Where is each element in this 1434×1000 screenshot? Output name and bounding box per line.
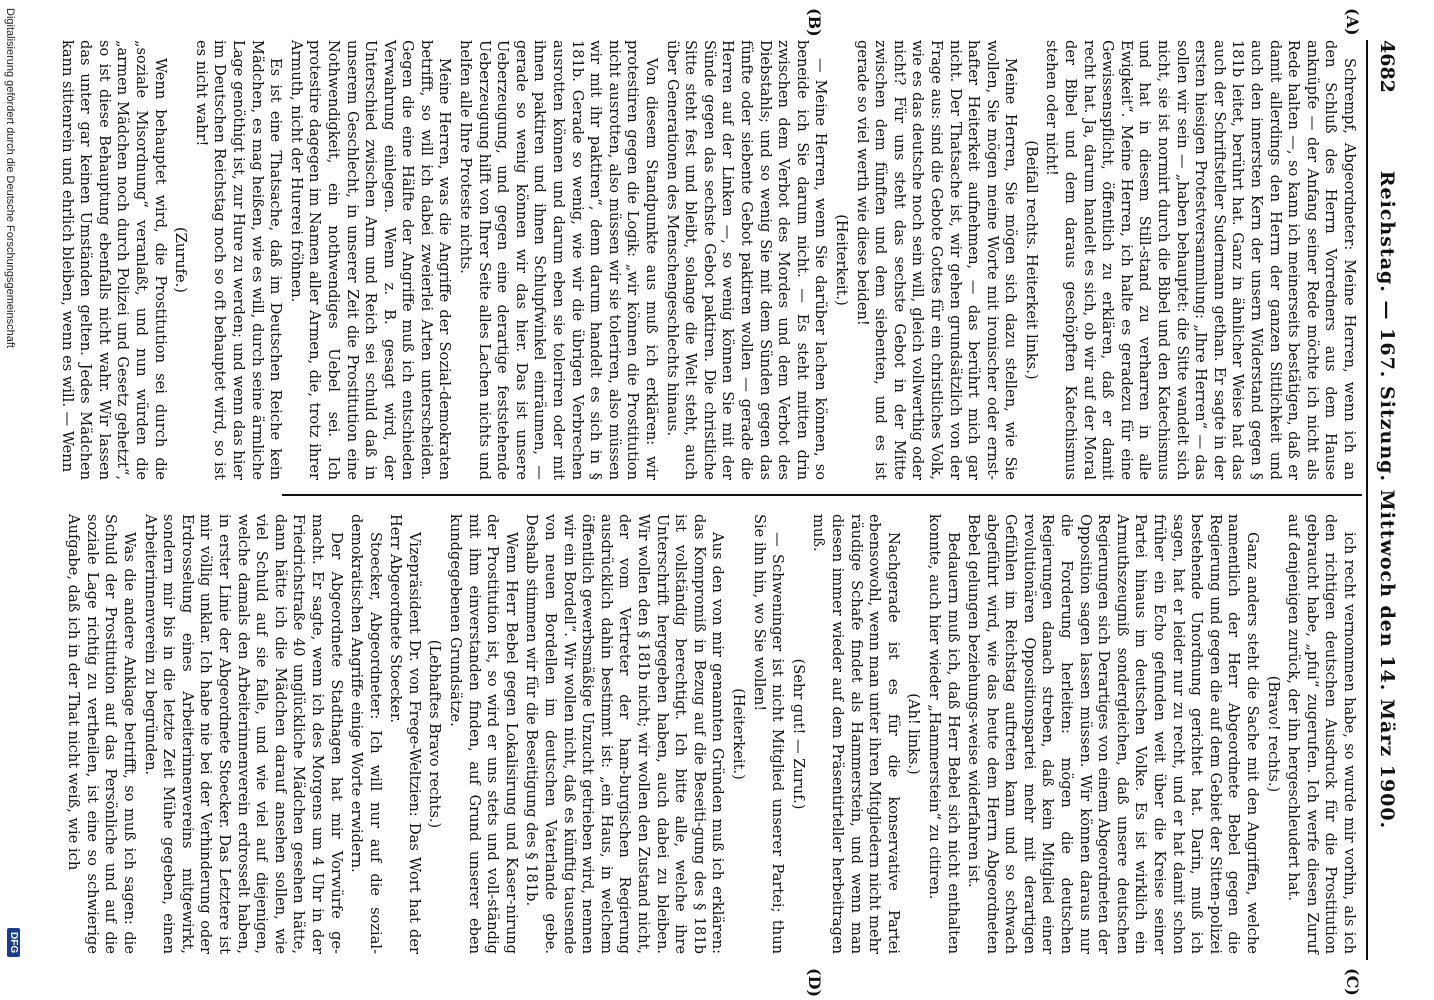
interjection: (Heiterkeit.) (730, 688, 747, 780)
page-title: Reichstag. — 167. Sitzung. Mittwoch den 14. März 1900. (1376, 170, 1398, 830)
interjection: (Zurufe.) (172, 227, 190, 293)
paragraph: Schrempf, Abgeordneter: Meine Herren, wenn ich an den Schluß des Herrn Vorredners aus dem Hause anknüpfe — der Anfang seiner Rede möchte ich nicht als Rede halten —, so kann ich meinerseits bestätigen, daß er damit allerdings den Herrn der ganzen Sittlichkeit und auch den innersten Kern der unsern Widerstand gegen § 181b leitet, berührt hat. Ganz in ähnlicher Weise hat das auch der Schriftsteller Sudermann gethan. Er sagte in der ersten hiesigen Protestversammlung: „Ihre Herren“ — das sollen wir sein — „haben behauptet: die Sitte wandelt sich nicht, sie ist normirt durch die Bibel und den Katechismus und hat in diesem Still-stand zu verharren in alle Ewigkeit“. Meine Herren, ich halte es geradezu für eine Gewissenspflicht, öffentlich zu erklären, daß er damit recht hat. Ja, darum handelt es sich, ob wir auf der Moral der Bibel und dem daraus geschöpften Katechismus stehen oder nicht! (1043, 40, 1358, 480)
interjection: (Bravo! rechts.) (1264, 675, 1282, 793)
interjection: (Heiterkeit.) (832, 214, 850, 306)
paragraph: Wenn Herr Bebel gegen Lokalisirung und Kaser-nirung der Prostitution ist, so wird er uns stets und voll-ständig mit ihm einverstanden finden, auf Grund unserer eben kundgegebenen Grundsätze. (447, 514, 520, 954)
page-header (1370, 40, 1398, 960)
margin-marker-c: (C) (1343, 968, 1362, 996)
paragraph: Bedauern muß ich, daß Herr Bebel sich nicht enthalten konnte, auch hier wieder „Hammerstein“ zu citiren. (925, 514, 962, 954)
paragraph: Es ist eine Thatsache, daß im Deutschen Reiche kein Mädchen, es mag heißen, wie es will, durch seine ärmliche Lage genöthigt ist, zur Hure zu werden; und wenn das hier im Deutschen Reichstag noch so oft behauptet wird, so ist es nicht wahr! (192, 40, 285, 480)
column-divider (282, 494, 1362, 496)
interjection: (Beifall rechts. Heiterkeit links.) (1022, 140, 1040, 380)
paragraph: ich recht vernommen habe, so wurde mir vorhin, als ich den richtigen deutschen Ausdruck für die Prostitution gebraucht habe, „pfui“ zugerufen. Ich werfe diesen Zuruf auf denjenigen zurück, der ihn hergeschleudert hat. (1285, 514, 1358, 954)
paragraph: Vizepräsident Dr. von Frege-Weltzien: Das Wort hat der Herr Abgeordnete Stoecker. (387, 514, 423, 954)
paragraph: — Meine Herren, wenn Sie darüber lachen können, so beneide ich Sie darum nicht. — Es steht mitten drin zwischen dem Verbot des Mordes und dem Verbot des Diebstahls; und so wenig Sie mit dem Sünden gegen das fünfte oder siebente Gebot paktiren wollen — gerade die Herren auf der Linken —, so wenig können Sie mit der Sünde gegen das sechste Gebot paktiren. Die christliche Sitte steht fest und bleibt, solange die Welt steht, auch über Generationen des Menschengeschlechts hinaus. (663, 40, 830, 480)
paragraph: Nachgerade ist es für die konservative Partei ebensowohl, wenn man unter ihren Mitgliedern nicht mehr räudige Schafe findet als Hammerstein, und wenn man diesen immer wieder auf dem Präsentirteller herbeitragen muß. (810, 514, 902, 954)
right-text-column (62, 514, 1358, 954)
interjection: (Ah! links.) (905, 693, 923, 775)
margin-marker-b: (B) (805, 8, 824, 37)
paragraph: Meine Herren, was die Angriffe der Sozial-demokraten betrifft, so will ich dabei zweierlei Arten unterscheiden. Gegen die eine Hälfte der Angriffe muß ich entschieden Verwahrung einlegen. Wenn z. B. gesagt wird, der Unterschied zwischen Arm und Reich sei schuld daß in unserem Geschlecht, in unserer Zeit die Prostitution eine Nothwendigkeit, ein nothwendiges Uebel sei. Ich protestire dagegen im Namen aller Armen, die, trotz ihrer Armuth, nicht der Hurerei fröhnen. (287, 40, 454, 480)
dfg-logo: DFG (7, 928, 20, 957)
paragraph: Ganz anders steht die Sache mit den Angriffen, welche namentlich der Herr Abgeordnete Bebel gegen die Regierung und gegen die auf dem Gebiet der Sitten-polizei bestehende Unordnung gerichtet hat. Darin, muß ich sagen, hat er leider nur zu recht, und er hat damit schon früher ein Echo gefunden weit über die Kreise seiner Partei hinaus im deutschen Volke. Es ist wirklich ein Armuthszeugniß sondergleichen, daß unsere deutschen Regierungen sich Derartiges von einem Abgeordneten der Opposition sagen lassen müssen. Wir können daraus nur die Forderung herleiten: mögen die deutschen Regierungen danach streben, daß kein Mitglied einer revolutionären Oppositionspartei mehr mit derartigen Gefühlen im Reichstag auftreten kann und so schwach abgeführt wird, wie das heute dem Herrn Abgeordneten Bebel gelungen beziehungs-weise widerfahren ist. (965, 514, 1262, 954)
paragraph: Von diesem Standpunkte aus muß ich erklären: wir protestiren gegen die Logik: „wir können die Prostitution nicht ausrotten, also müssen wir sie toleriren, also müssen wir mit ihr paktiren“, denn darum handelt es sich in § 181b. Gerade so wenig, wie wir die übrigen Verbrechen ausrotten können und darum eben sie toleriren oder mit ihnen paktiren und ihnen Schlupfwinkel einräumen, — gerade so wenig können wir das hier. Das ist unsere Ueberzeugung, und gegen eine derartige feststehende Ueberzeugung hilft von Ihrer Seite alles Lachen nichts und helfen alle Ihre Proteste nichts. (457, 40, 661, 480)
paragraph: Meine Herren, Sie mögen sich dazu stellen, wie Sie wollen, Sie mögen meine Worte mit ironischer oder ernst-hafter Heiterkeit aufnehmen, — das berührt mich gar nicht. Der Thatsache ist, wir gehen grundsätzlich von der Frage aus: sind die Gebote Gottes für ein christliches Volk, wie es das deutsche noch sein will, gleich vollwerthig oder nicht? Für uns steht das sechste Gebot in der Mitte zwischen dem fünften und dem siebenten, und es ist gerade so viel werth wie diese beiden! (853, 40, 1020, 480)
funding-note: Digitalisierung gefördert durch die Deutsche Forschungsgemeinschaft (4, 8, 16, 348)
margin-marker-a: (A) (1343, 8, 1362, 36)
paragraph: Stoecker, Abgeordneter: Ich will nur auf die sozial-demokratischen Angriffe einige Worte erwidern. (348, 514, 384, 954)
paragraph: — Schweninger ist nicht Mitglied unserer Partei; thun Sie ihn hin, wo Sie wollen! (750, 514, 787, 954)
paragraph: Was die andere Anklage betrifft, so muß ich sagen: die Schuld der Prostitution auf das Persönliche und auf die soziale Lage richtig zu vertheilen, ist eine so schwierige Aufgabe, daß ich in der That nicht weiß, wie ich (65, 514, 138, 954)
page-number: 4682 (1376, 40, 1398, 93)
header-rule (1366, 40, 1368, 960)
paragraph: Wenn behauptet wird, die Prostitution sei durch die „soziale Misordnung“ veranlaßt, und nun würden die „armen Mädchen noch durch Polizei und Gesetz gehetzt“, so ist diese Behauptung ebenfalls nicht wahr. Wir lassen das unter gar keinen Umständen gelten. Jedes Mädchen kann sittenrein und ehrlich bleiben, wenn es will. — Wenn (58, 40, 169, 480)
left-text-column (55, 40, 1358, 480)
paragraph: Aus den von mir genannten Gründen muß ich erklären: das Kompromiß in Bezug auf die Beseiti-gung des § 181b ist vollständig berechtigt. Ich bitte alle, welche ihre Unterschrift hergegeben haben, auch dabei zu bleiben. Wir wollen den § 181b nicht; wir wollen den Zustand nicht, der vom Vertreter der ham-burgischen Regierung ausdrücklich dahin bestimmt ist: „ein Haus, in welchem öffentlich gewerbsmäßige Unzucht getrieben wird, nennen wir ein Bordell“. Wir wollen nicht, daß es künftig tausende von neuen Bordellen im deutschen Vaterlande gebe. Deshalb stimmen wir für die Beseitigung des § 181b. (523, 514, 727, 954)
interjection: (Lebhaftes Bravo rechts.) (426, 639, 444, 829)
paragraph: Der Abgeordnete Stadthagen hat mir Vorwürfe ge-macht. Er sagte, wenn ich des Morgens um 4 Uhr in der Friedrichstraße 40 unglückliche Mädchen gesehen hätte, dann hätte ich die Mädchen darauf ansehen sollen, wie viel Schuld auf sie falle, und wie viel auf diejenigen, welche damals den Arbeiterinnenverein erdrosselt haben, in erster Linie der Abgeordnete Stoecker. Das Letztere ist mir völlig unklar. Ich habe nie bei der Verhinderung oder Erdrosselung eines Arbeiterinnenvereins mitgewirkt, sondern mir bis in die letzte Zeit Mühe gegeben, einen Arbeiterinnenverein zu begründen. (141, 514, 345, 954)
interjection: (Sehr gut! — Zuruf.) (789, 658, 807, 810)
margin-marker-d: (D) (805, 968, 824, 998)
